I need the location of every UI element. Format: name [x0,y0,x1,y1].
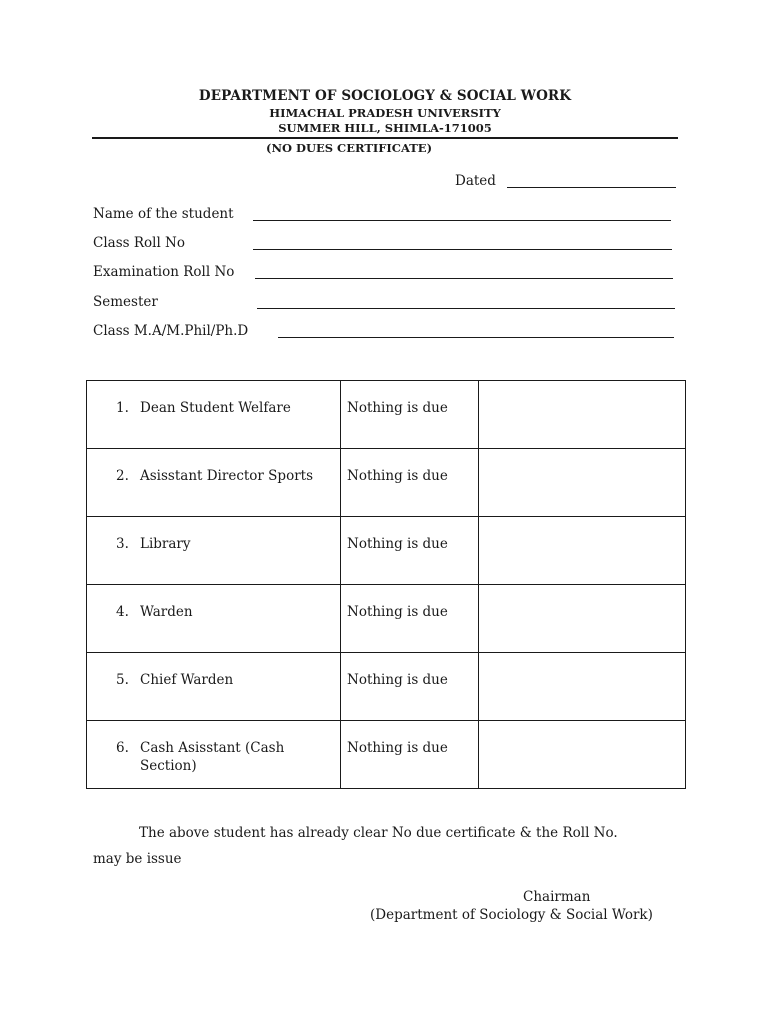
authority-name: Chief Warden [140,672,234,688]
signature-cell[interactable] [479,449,686,517]
table-row [87,585,686,653]
row-number: 2. [116,468,129,484]
exam-roll-no-label: Examination Roll No [93,264,235,280]
class-label: Class M.A/M.Phil/Ph.D [93,323,249,339]
due-status: Nothing is due [347,468,448,484]
signature-cell[interactable] [479,721,686,789]
student-name-field[interactable] [253,220,671,221]
class-roll-no-field[interactable] [253,249,672,250]
authority-name: Warden [140,604,193,620]
table-row [87,517,686,585]
due-status: Nothing is due [347,672,448,688]
certificate-statement-line2: may be issue [93,851,182,867]
signatory-title: Chairman [523,889,591,905]
department-heading: DEPARTMENT OF SOCIOLOGY & SOCIAL WORK [198,88,572,104]
row-number: 1. [116,400,129,416]
row-number: 4. [116,604,129,620]
dated-field[interactable] [507,187,676,188]
authority-name: Library [140,536,191,552]
row-number: 5. [116,672,129,688]
signature-cell[interactable] [479,585,686,653]
authority-name: Asisstant Director Sports [140,468,314,484]
certificate-statement-line1: The above student has already clear No due certificate & the Roll No. [139,825,618,841]
due-status: Nothing is due [347,400,448,416]
row-number: 3. [116,536,129,552]
authority-name: Cash Asisstant (Cash Section) [140,740,285,774]
document-title: (NO DUES CERTIFICATE) [266,141,433,155]
due-status: Nothing is due [347,536,448,552]
class-field[interactable] [278,337,674,338]
table-row [87,653,686,721]
dated-label: Dated [455,173,496,189]
signature-cell[interactable] [479,381,686,449]
university-address: SUMMER HILL, SHIMLA-171005 [278,121,492,135]
exam-roll-no-field[interactable] [255,278,673,279]
header-divider [92,137,678,139]
authority-name: Dean Student Welfare [140,400,291,416]
class-roll-no-label: Class Roll No [93,235,186,251]
row-number: 6. [116,740,129,756]
semester-field[interactable] [257,308,675,309]
table-row [87,381,686,449]
student-name-label: Name of the student [93,206,234,222]
due-status: Nothing is due [347,604,448,620]
university-name: HIMACHAL PRADESH UNIVERSITY [269,106,501,120]
signature-cell[interactable] [479,653,686,721]
signatory-department: (Department of Sociology & Social Work) [370,907,653,923]
due-status: Nothing is due [347,740,448,756]
no-dues-table [86,380,686,789]
table-row [87,449,686,517]
table-row [87,721,686,789]
signature-cell[interactable] [479,517,686,585]
semester-label: Semester [93,294,158,310]
